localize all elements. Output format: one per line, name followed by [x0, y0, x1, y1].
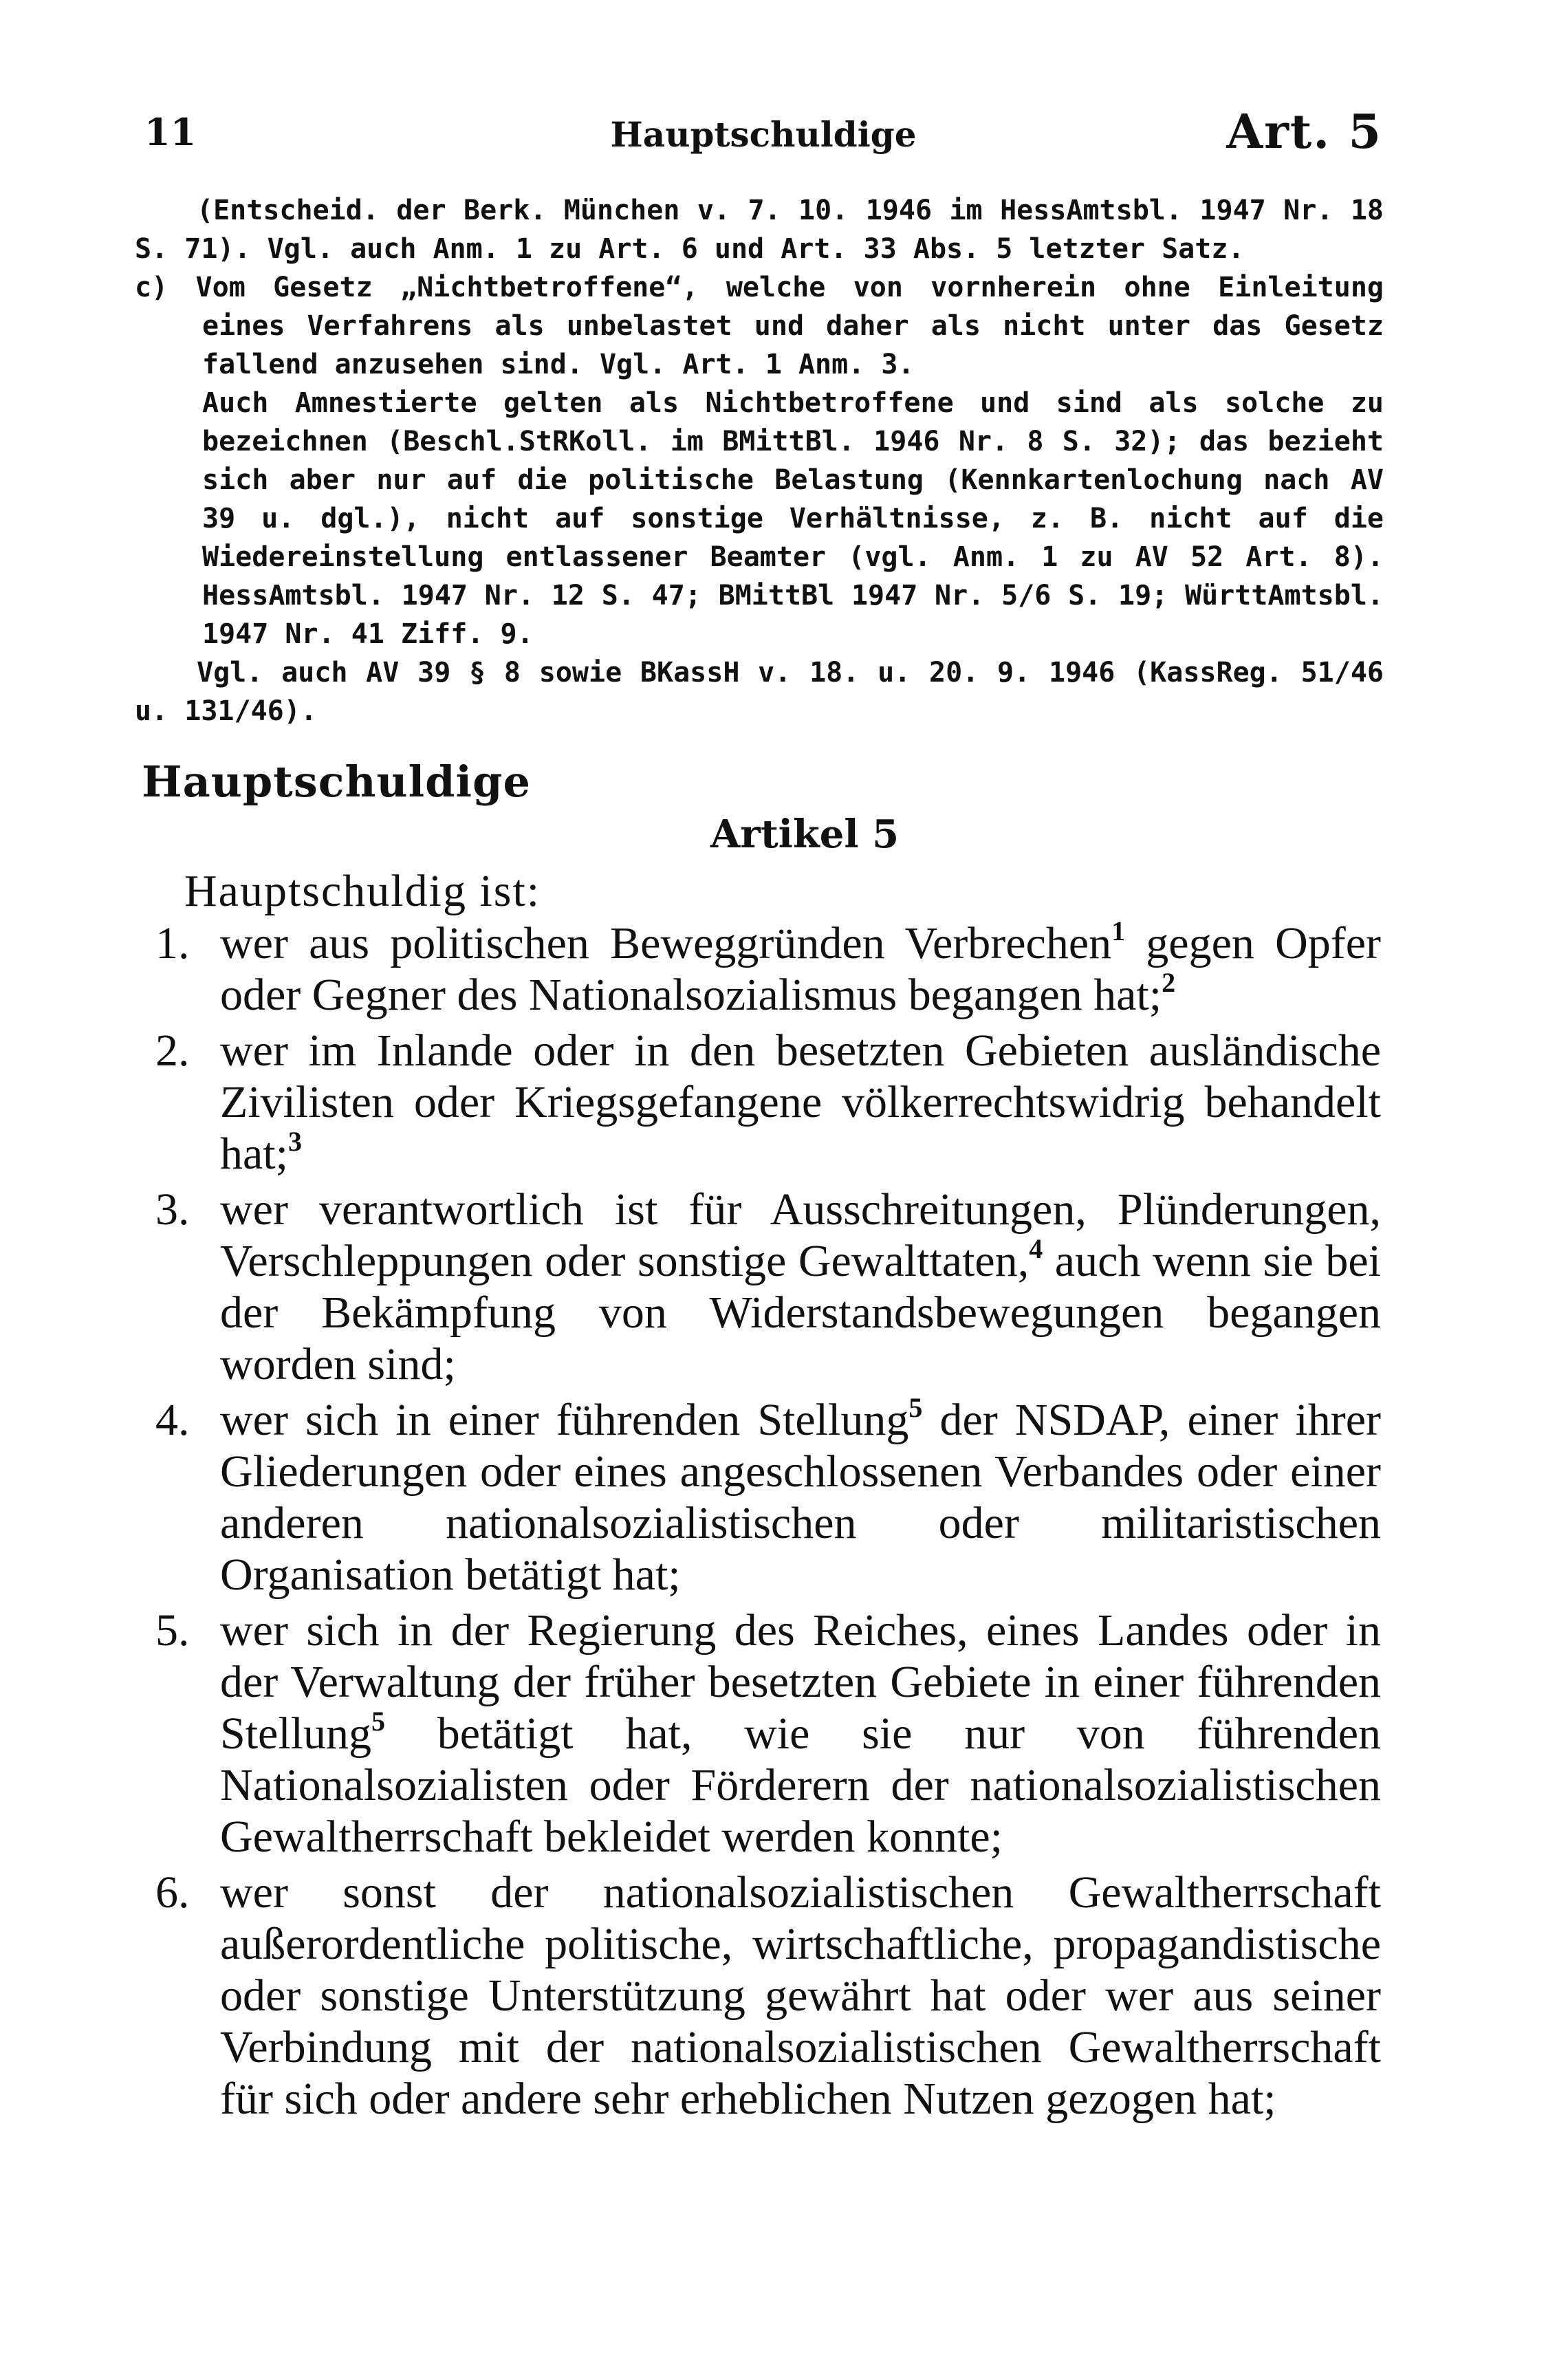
article-items — [0, 915, 1568, 2129]
footnote-ref: 5 — [371, 1706, 386, 1737]
article-lead: Hauptschuldig ist: — [184, 866, 541, 916]
footnote-ref: 2 — [1162, 967, 1176, 998]
note-see-also: Vgl. auch AV 39 § 8 sowie BKassH v. 18. u. 20. 9. 1946 (KassReg. 51/46 u. 131/46). — [135, 657, 1384, 727]
item-number: 5. — [155, 1605, 190, 1656]
page-number: 11 — [144, 110, 197, 154]
item-number: 6. — [155, 1867, 190, 1918]
item-text: auch wenn sie bei der Bekämpfung von Widerstandsbewegungen begangen worden sind; — [220, 1236, 1382, 1389]
item-text: betätigt hat, wie sie nur von führenden Nationalsozialisten oder Förderern der nationalsozialistischen Gewaltherrschaft bekleidet werden konnte; — [220, 1708, 1381, 1862]
note-item-c-label: c) — [135, 272, 168, 303]
item-text: der NSDAP, einer ihrer Gliederungen oder eines angeschlossenen Verbandes oder einer anderen nationalsozialistischen oder militaristischen Organisation betätigt hat; — [220, 1395, 1382, 1600]
page-header — [144, 105, 1382, 172]
article-item-2 — [0, 1025, 1568, 1180]
item-number: 4. — [155, 1395, 190, 1445]
item-text: wer sich in der Regierung des Reiches, eines Landes oder in der Verwaltung der früher besetzten Gebiete in einer führenden Stellung — [220, 1605, 1381, 1759]
item-text: wer im Inlande oder in den besetzten Gebieten ausländische Zivilisten oder Kriegsgefangene völkerrechtswidrig behandelt hat; — [220, 1025, 1381, 1179]
article-item-3 — [0, 1184, 1568, 1390]
item-text: wer aus politischen Beweggründen Verbrechen — [220, 918, 1112, 968]
item-number: 1. — [155, 918, 190, 968]
running-title: Hauptschuldige — [610, 114, 917, 155]
footnote-ref: 3 — [287, 1126, 302, 1157]
item-number: 3. — [155, 1184, 190, 1235]
footnote-ref: 4 — [1029, 1233, 1043, 1264]
article-item-6 — [0, 1867, 1568, 2125]
item-text: wer sonst der nationalsozialistischen Gewaltherrschaft außerordentliche politische, wirtschaftliche, propagandistische oder sonstige Unterstützung gewährt hat oder wer aus seiner Verbindung mit der nationalsozialistischen Gewaltherrschaft für sich oder andere sehr erheblichen Nutzen gezogen hat; — [220, 1867, 1381, 2124]
article-item-4 — [0, 1394, 1568, 1600]
note-item-c — [135, 268, 1384, 384]
item-number: 2. — [155, 1025, 190, 1076]
footnote-ref: 5 — [908, 1392, 923, 1423]
note-amnesty: Auch Amnestierte gelten als Nichtbetroffene und sind als solche zu bezeichnen (Beschl.StRKoll. im BMittBl. 1946 Nr. 8 S. 32); das bezieht sich aber nur auf die politische Belastung (Kennkartenlochung nach AV 39 u. dgl.), nicht auf sonstige Verhältnisse, z. B. nicht auf die Wiedereinstellung entlassener Beamter (vgl. Anm. 1 zu AV 52 Art. 8). HessAmtsbl. 1947 Nr. 12 S. 47; BMittBl 1947 Nr. 5/6 S. 19; WürttAmtsbl. 1947 Nr. 41 Ziff. 9. — [202, 387, 1384, 650]
note-continuation: (Entscheid. der Berk. München v. 7. 10. 1946 im HessAmtsbl. 1947 Nr. 18 S. 71). Vgl. auch Anm. 1 zu Art. 6 und Art. 33 Abs. 5 letzter Satz. — [135, 195, 1384, 265]
section-title: Hauptschuldige — [142, 757, 531, 807]
note-item-c-text: Vom Gesetz „Nichtbetroffene“, welche von vornherein ohne Einleitung eines Verfahrens als unbelastet und daher als nicht unter das Gesetz fallend anzusehen sind. Vgl. Art. 1 Anm. 3. — [195, 272, 1384, 380]
footnote-ref: 1 — [1111, 915, 1126, 946]
item-text: wer verantwortlich ist für Ausschreitungen, Plünderungen, Verschleppungen oder sonstige Gewalttaten, — [220, 1184, 1381, 1286]
article-reference: Art. 5 — [1226, 105, 1382, 160]
article-item-1 — [0, 915, 1568, 1021]
article-title: Artikel 5 — [710, 812, 900, 857]
article-item-5 — [0, 1605, 1568, 1863]
item-text: wer sich in einer führenden Stellung — [220, 1395, 909, 1445]
annotation-notes — [135, 191, 1384, 730]
item-text: gegen Opfer oder Gegner des Nationalsozialismus begangen hat; — [220, 918, 1381, 1020]
